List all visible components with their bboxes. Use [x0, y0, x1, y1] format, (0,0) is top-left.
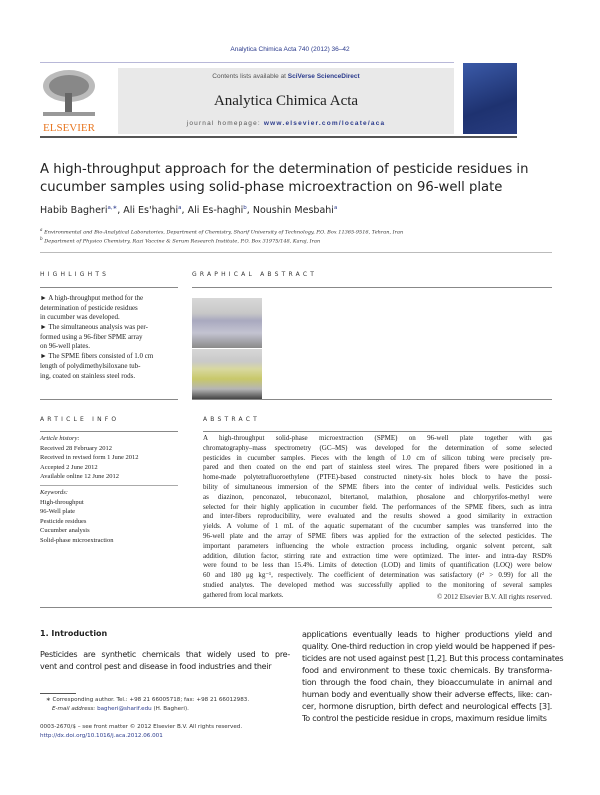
text-line: To control the pesticide residue in crops, maximum residue limits	[302, 714, 547, 723]
text-line: in cucumber was developed.	[40, 313, 120, 322]
text-line: studied analytes. The developed method was successfully applied to the monitoring of several samples	[203, 580, 552, 589]
author-list: Habib Bagheri$^{a,∗}$, Ali Es'haghi$^a$, Ali Es-haghi$^b$, Noushin Mesbahi$^a$	[40, 205, 338, 217]
journal-cover-image[interactable]	[463, 63, 517, 134]
author-name[interactable]: Habib Bagheri	[40, 205, 108, 217]
text-line: food and environment to these toxic chemicals. By transforma-	[302, 666, 552, 675]
article-info-rule	[40, 431, 178, 432]
footnote	[46, 696, 249, 714]
graphical-abstract-rule	[192, 287, 552, 288]
history-label: Article history:	[40, 435, 80, 442]
text-line: Solid-phase microextraction	[40, 536, 114, 544]
keywords	[40, 488, 113, 545]
text-line: cer, hormone disruption, birth defect and neurological effects [3].	[302, 702, 552, 711]
text-line: ► A high-throughput method for the	[40, 294, 144, 302]
elsevier-tree-icon	[40, 68, 98, 134]
homepage-line	[118, 120, 454, 127]
journal-citation[interactable]: Analytica Chimica Acta 740 (2012) 36–42	[230, 46, 350, 53]
affiliation-text: Environmental and Bio-Analytical Laboratories, Department of Chemistry, Sharif University of Technology, P.O. Box 11365-9516, Tehran, Iran	[44, 229, 404, 236]
sciencedirect-link[interactable]: SciVerse ScienceDirect	[287, 73, 360, 80]
text-line: addition, dilution factor, stirring rate and extraction time were optimized. The inter- and intra-day RSD%	[203, 551, 552, 560]
text-line: ► The simultaneous analysis was per-	[40, 323, 148, 332]
keywords-label: Keywords:	[40, 489, 68, 496]
text-line: pesticides in cucumber samples. Pieces with the length of 1.0 cm of silicon tubing were precisely pre-	[203, 453, 552, 462]
text-line: formed using a 96-fiber SPME array	[40, 332, 143, 341]
text-line: ► The SPME fibers consisted of 1.0 cm	[40, 352, 154, 361]
issn-block	[40, 723, 242, 741]
highlights-bottom-rule	[40, 399, 178, 400]
email-label: E-mail address:	[52, 706, 98, 712]
text-line: A high-throughput solid-phase microextraction (SPME) on 96-well plate together with gas	[203, 434, 552, 442]
text-line: length of polydimethylsiloxane tub-	[40, 361, 141, 370]
text-line: gathered from local markets.	[203, 590, 284, 599]
text-line: human body and eventually show their adverse effects, like: can-	[302, 690, 552, 699]
elsevier-logo[interactable]	[40, 68, 98, 134]
homepage-link[interactable]: www.elsevier.com/locate/aca	[263, 120, 386, 127]
abstract-rule	[203, 431, 552, 432]
introduction-left-column	[40, 649, 290, 673]
highlights-heading: HIGHLIGHTS	[40, 271, 110, 278]
abstract-bottom-rule	[40, 607, 552, 608]
text-line: Received in revised form 1 June 2012	[40, 454, 139, 461]
graphical-abstract-photo-bottom[interactable]	[192, 349, 262, 399]
footnote-rule	[40, 693, 76, 694]
text-line: Received 28 February 2012	[40, 444, 113, 452]
keywords-list	[40, 498, 113, 546]
text-line: pared and then coated on the end part of stainless steel wires. The prepared fibers were positioned in a	[203, 463, 552, 472]
text-line: 96-Well plate	[40, 508, 76, 515]
text-line: quality. One-third reduction in crop yield would be happened if pes-	[302, 642, 555, 651]
text-line: Accepted 2 June 2012	[40, 463, 98, 471]
text-line: chromatography–mass spectrometry (GC–MS) was developed for the determination of some selected	[203, 443, 552, 452]
author-name[interactable]: Ali Es'haghi	[123, 205, 179, 217]
homepage-label: journal homepage:	[186, 120, 264, 127]
text-line: selected for their highly application in cucumber field. The performances of the SPME fibers, such as intra	[203, 502, 552, 511]
affiliation-mark: a	[40, 227, 43, 232]
header-divider	[40, 62, 454, 63]
text-line: applications eventually leads to higher productions yield and	[302, 630, 552, 639]
text-line: on 96-well plates.	[40, 342, 90, 351]
email-link[interactable]: bagheri@sharif.edu	[97, 706, 152, 712]
text-line: were found to be less than 15.4%. Limits of detection (LOD) and limits of quantification (LOQ) were below	[203, 561, 552, 570]
text-line: Cucumber analysis	[40, 527, 90, 534]
abstract-body	[203, 434, 552, 601]
article-info-heading: ARTICLE INFO	[40, 416, 120, 423]
author-affiliation-mark[interactable]: a	[178, 205, 182, 211]
text-line: tion through the food chain, they bioaccumulate in animal and	[302, 678, 552, 687]
article-info-divider	[40, 485, 178, 486]
graphical-abstract-photo-top[interactable]	[192, 298, 262, 348]
text-line: home-made polytetrafluoroethylene (PTFE)-based constructed ninety-six holes block to have the possi-	[203, 473, 552, 482]
introduction-right-column	[302, 629, 564, 725]
abstract-heading: ABSTRACT	[203, 416, 260, 423]
title-line: cucumber samples using solid-phase microextraction on 96-well plate	[40, 180, 503, 195]
history-list	[40, 444, 139, 482]
article-history	[40, 434, 139, 482]
text-line: ing, coated on stainless steel rods.	[40, 371, 136, 380]
doi-link[interactable]: http://dx.doi.org/10.1016/j.aca.2012.06.001	[40, 733, 163, 739]
text-line: as diazinon, penconazol, tebuconazol, bitertanol, malathion, phosalone and chlorpyrifos-methyl were	[203, 492, 552, 501]
issn-line: 0003-2670/$ – see front matter © 2012 Elsevier B.V. All rights reserved.	[40, 724, 243, 730]
text-line: yields. A volume of 1 mL of the aquatic supernatant of the cucumber samples was transferred into the	[203, 522, 552, 531]
section-heading-introduction: 1. Introduction	[40, 629, 108, 638]
affiliation	[40, 227, 403, 236]
header-rule	[40, 136, 517, 138]
email-suffix: (H. Bagheri).	[151, 706, 189, 712]
author-affiliation-mark[interactable]: a	[333, 205, 338, 211]
text-line: Pesticide residues	[40, 517, 87, 525]
elsevier-wordmark: ELSEVIER	[43, 122, 95, 134]
text-line: bility of simultaneous immersion of the SPME fibers into the center of individual wells. Pesticides such	[203, 482, 552, 491]
corresponding-author-note: ∗ Corresponding author. Tel.: +98 21 66005718; fax: +98 21 66012983.	[46, 697, 250, 703]
journal-title: Analytica Chimica Acta	[213, 93, 359, 109]
text-line: vent and control pest and disease in food industries and their	[40, 662, 272, 671]
author-name[interactable]: Ali Es-haghi	[187, 205, 244, 217]
text-line: ticides are not used against pest [1,2]. But this process contaminates	[302, 654, 564, 663]
graphical-abstract-heading: GRAPHICAL ABSTRACT	[192, 271, 318, 278]
text-line: Available online 12 June 2012	[40, 473, 119, 480]
contents-label: Contents lists available at	[212, 73, 288, 80]
highlights-list	[40, 294, 153, 381]
text-line: Pesticides are synthetic chemicals that widely used to pre-	[40, 650, 290, 659]
article-title	[40, 161, 560, 197]
title-line: A high-throughput approach for the determination of pesticide residues in	[40, 162, 529, 177]
text-line: High-throughput	[40, 498, 84, 506]
highlights-rule	[40, 287, 178, 288]
author-affiliation-mark[interactable]: b	[243, 205, 247, 211]
contents-line	[118, 73, 454, 80]
text-line: important parameters influencing the whole extraction process including, organic solvent percent, salt	[203, 541, 552, 550]
affiliation	[40, 236, 320, 245]
author-affiliation-mark[interactable]: a,∗	[107, 205, 118, 211]
affiliation-mark: b	[40, 236, 43, 241]
affiliation-divider	[40, 252, 552, 253]
text-line: 96-well plate and the array of SPME fibers was applied for the extraction of the selected pesticides. The	[203, 531, 552, 540]
text-line: 60 and 180 μg kg⁻¹, respectively. The coefficient of determination was satisfactory (r² > 0.99) for all the	[203, 571, 552, 580]
abstract-copyright: © 2012 Elsevier B.V. All rights reserved.	[436, 593, 552, 601]
graphical-abstract-bottom-rule	[192, 399, 552, 400]
author-name[interactable]: Noushin Mesbahi	[252, 205, 334, 217]
text-line: determination of pesticide residues	[40, 303, 138, 312]
affiliation-text: Department of Physico Chemistry, Razi Vaccine & Serum Research Institute, P.O. Box 31975/148, Karaj, Iran	[44, 238, 321, 245]
text-line: and inter-fibers reproducibility, were evaluated and the results showed a good similarity in extraction	[203, 512, 552, 521]
